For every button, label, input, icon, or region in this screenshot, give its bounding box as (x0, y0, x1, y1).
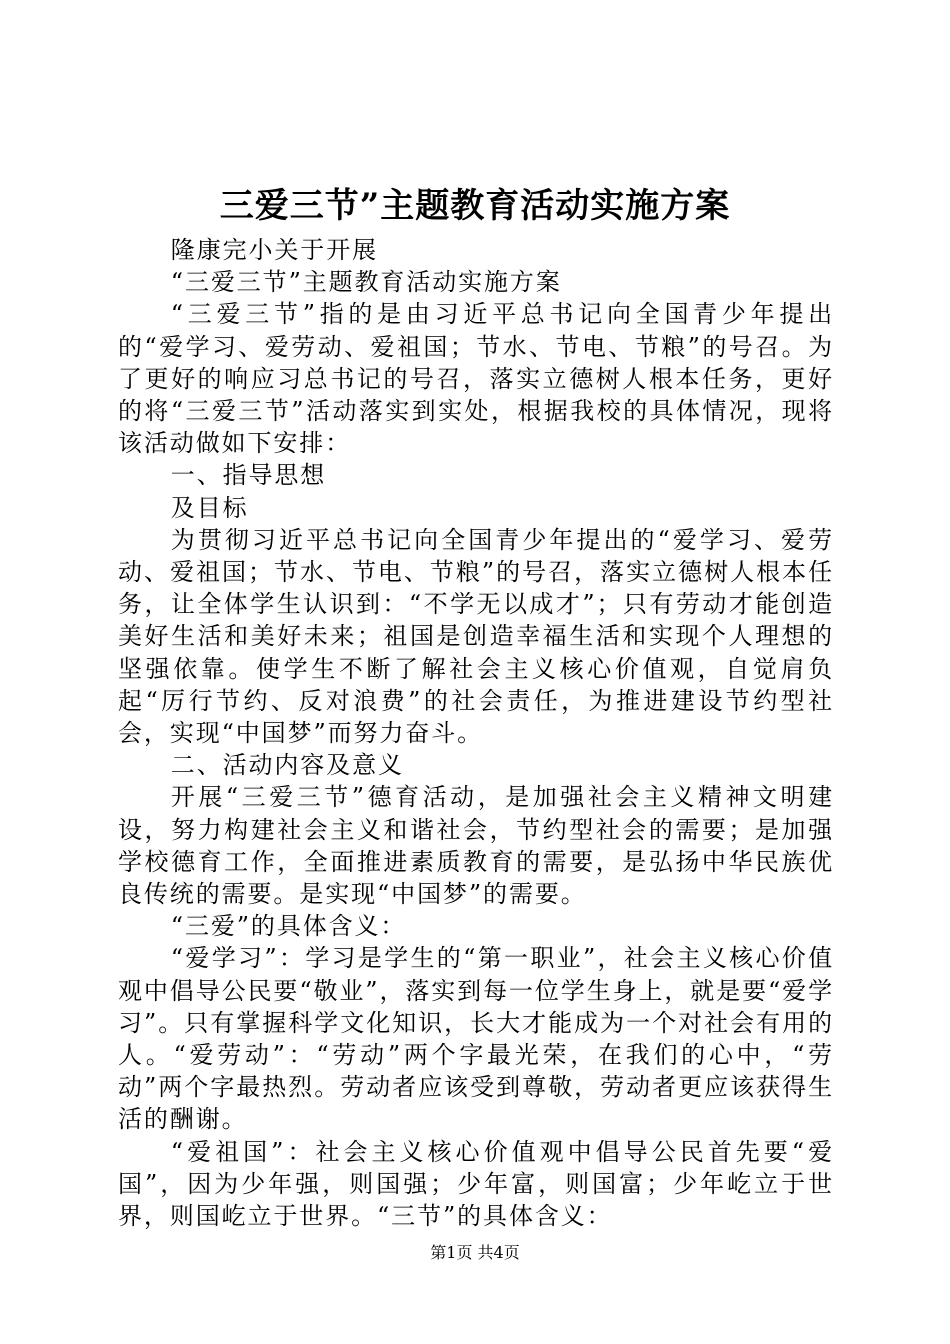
document-title: 三爱三节”主题教育活动实施方案 (219, 186, 731, 226)
paragraph-love-study-labor: “爱学习”：学习是学生的“第一职业”，社会主义核心价值观中倡导公民要“敬业”，落实到每一位学生身上，就是要“爱学习”。只有掌握科学文化知识，长大才能成为一个对社会有用的人。“爱劳动”：“劳动”两个字最光荣，在我们的心中，“劳动”两个字最热烈。劳动者应该受到尊敬，劳动者更应该获得生活的酬谢。 (118, 944, 834, 1134)
paragraph-introduction: “三爱三节”指的是由习近平总书记向全国青少年提出的“爱学习、爱劳动、爱祖国；节水、节电、节粮”的号召。为了更好的响应习总书记的号召，落实立德树人根本任务，更好的将“三爱三节”活动落实到实处，根据我校的具体情况，现将该活动做如下安排： (118, 300, 834, 458)
section-heading-goals: 及目标 (170, 493, 249, 522)
paragraph-love-country: “爱祖国”：社会主义核心价值观中倡导公民首先要“爱国”，因为少年强，则国强；少年富，则国富；少年屹立于世界，则国屹立于世界。“三节”的具体含义： (118, 1137, 834, 1231)
section-heading-guiding-thought: 一、指导思想 (170, 461, 327, 490)
paragraph-school-heading: 隆康完小关于开展 (170, 236, 378, 264)
document-body (118, 234, 834, 1232)
paragraph-content: 开展“三爱三节”德育活动，是加强社会主义精神文明建设，努力构建社会主义和谐社会，节约型社会的需要；是加强学校德育工作，全面推进素质教育的需要，是弘扬中华民族优良传统的需要。是实现“中国梦”的需要。 (118, 783, 834, 909)
section-heading-content: 二、活动内容及意义 (170, 751, 404, 780)
page-footer: 第1页 共4页 (430, 1243, 520, 1262)
paragraph-plan-heading: “三爱三节”主题教育活动实施方案 (170, 268, 562, 297)
paragraph-three-loves-heading: “三爱”的具体含义： (170, 912, 407, 941)
paragraph-goals: 为贯彻习近平总书记向全国青少年提出的“爱学习、爱劳动、爱祖国；节水、节电、节粮”的号召，落实立德树人根本任务，让全体学生认识到：“不学无以成才”；只有劳动才能创造美好生活和美好未来；祖国是创造幸福生活和实现个人理想的坚强依靠。使学生不断了解社会主义核心价值观，自觉肩负起“厉行节约、反对浪费”的社会责任，为推进建设节约型社会，实现“中国梦”而努力奋斗。 (118, 525, 834, 748)
